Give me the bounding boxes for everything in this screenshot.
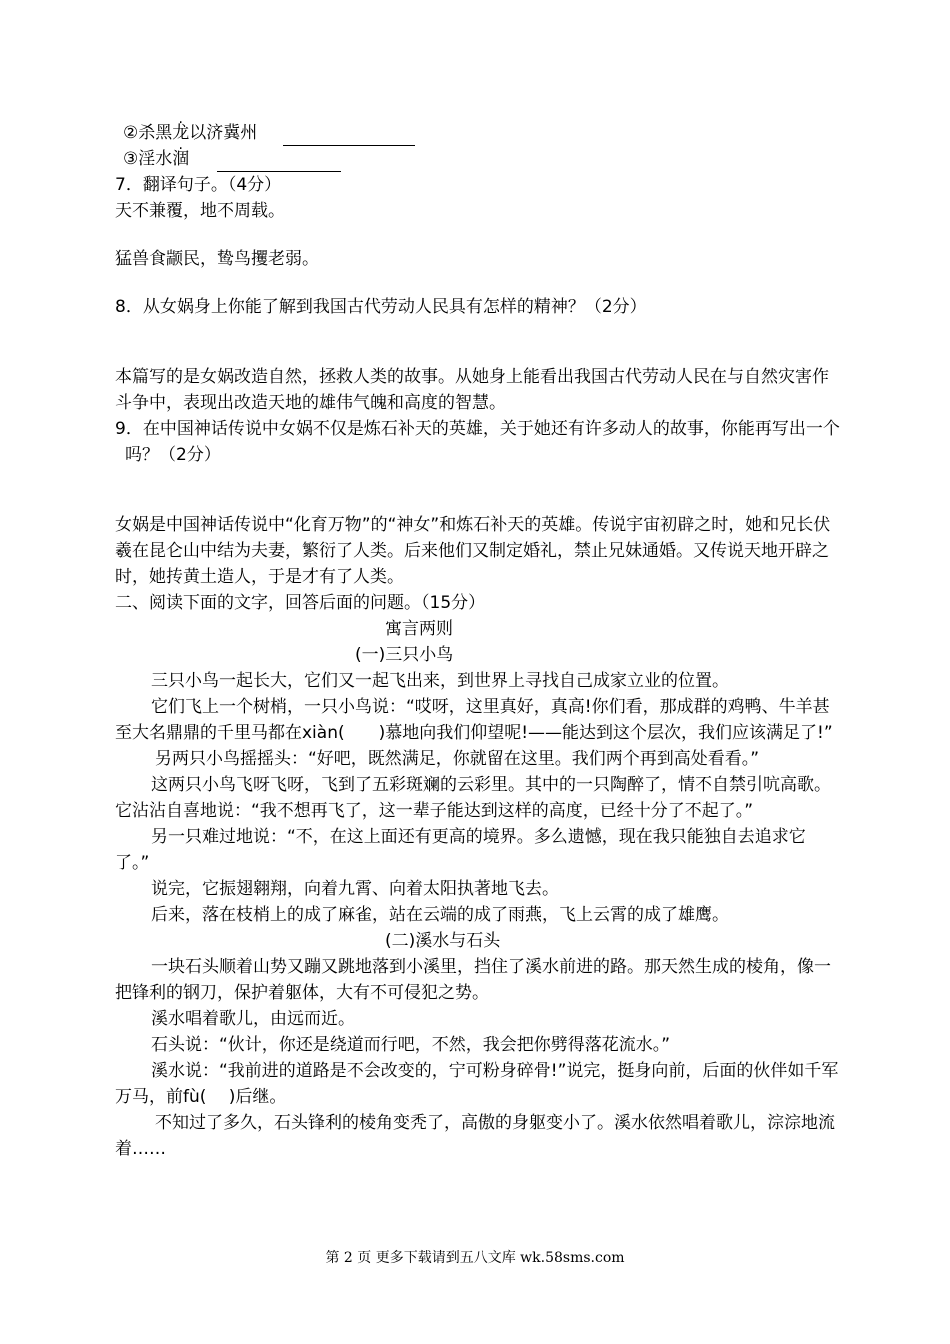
q8-answer: 本篇写的是女娲改造自然，拯救人类的故事。从她身上能看出我国古代劳动人民在与自然灾害作斗争中，表现出改造天地的雄伟气魄和高度的智慧。 [115,367,829,413]
fable1-paragraph: 另一只难过地说：“不，在这上面还有更高的境界。多么遗憾，现在我只能独自去追求它了。” [115,827,806,873]
fable1-paragraph: 它们飞上一个树梢，一只小鸟说：“哎呀，这里真好，真高!你们看，那成群的鸡鸭、牛羊甚至大名鼎鼎的千里马都在xiàn( )慕地向我们仰望呢!——能达到这个层次，我们应该满足了!” [115,697,833,743]
fable1-paragraph: 后来，落在枝梢上的成了麻雀，站在云端的成了雨燕，飞上云霄的成了雄鹰。 [151,905,729,925]
q9-answer: 女娲是中国神话传说中“化育万物”的“神女”和炼石补天的英雄。传说宇宙初辟之时，她和兄长伏羲在昆仑山中结为夫妻，繁衍了人类。后来他们又制定婚礼，禁止兄妹通婚。又传说天地开辟之时，她抟黄土造人，于是才有了人类。 [115,515,831,587]
document-page [115,120,840,1162]
q7-title: 7．翻译句子。（4分） [115,175,282,195]
page-footer: 第 2 页 更多下载请到五八文库 wk.58sms.com [325,1250,625,1266]
fable2-paragraph: 不知过了多久，石头锋利的棱角变秃了，高傲的身躯变小了。溪水依然唱着歌儿，淙淙地流着…… [115,1113,835,1159]
q6-item-3-dotted-char: 涸 · [172,149,189,169]
fable2-paragraph: 溪水唱着歌儿，由远而近。 [151,1009,355,1029]
q6-item-2 [115,120,840,146]
fable2-paragraph: 石头说：“伙计，你还是绕道而行吧，不然，我会把你劈得落花流水。” [151,1035,671,1055]
fable2-paragraph: 溪水说：“我前进的道路是不会改变的，宁可粉身碎骨!”说完，挺身向前，后面的伙伴如千军万马，前fù( )后继。 [115,1061,839,1107]
q6-item-2-text-a: ②杀黑 [123,123,173,143]
fable1-paragraph: 这两只小鸟飞呀飞呀，飞到了五彩斑斓的云彩里。其中的一只陶醉了，情不自禁引吭高歌。它沾沾自喜地说：“我不想再飞了，这一辈子能达到这样的高度，已经十分了不起了。” [115,775,831,821]
q8-title: 8．从女娲身上你能了解到我国古代劳动人民具有怎样的精神？（2分） [115,297,647,317]
fable1-paragraph: 三只小鸟一起长大，它们又一起飞出来，到世界上寻找自己成家立业的位置。 [151,671,729,691]
q6-item-2-dotted-char: 龙 [172,123,190,143]
fable2-paragraph: 一块石头顺着山势又蹦又跳地落到小溪里，挡住了溪水前进的路。那天然生成的棱角，像一把锋利的钢刀，保护着躯体，大有不可侵犯之势。 [115,957,831,1003]
section2-heading: 二、阅读下面的文字，回答后面的问题。（15分） [115,593,486,613]
q9-title: 9．在中国神话传说中女娲不仅是炼石补天的英雄，关于她还有许多动人的故事，你能再写出一个吗？（2分） [115,419,840,465]
fables-title: 寓言两则 [385,619,453,639]
fable1-paragraph: 另两只小鸟摇摇头：“好吧，既然满足，你就留在这里。我们两个再到高处看看。” [155,749,760,769]
q7-sentence-1: 天不兼覆，地不周载。 [115,201,285,221]
fable1-paragraph: 说完，它振翅翱翔，向着九霄、向着太阳执著地飞去。 [151,879,559,899]
q6-item-2-text-b: 以济冀州 [189,123,258,143]
q6-item-2-answer-blank[interactable] [283,125,415,146]
fable2-title: (二)溪水与石头 [385,931,501,951]
q7-sentence-2: 猛兽食颛民，鸷鸟攫老弱。 [115,249,319,269]
fable1-title: (一)三只小鸟 [355,645,454,665]
q6-item-3 [115,146,840,172]
q6-item-3-answer-blank[interactable] [217,151,341,172]
q6-item-3-text: ③淫水 [123,149,173,169]
